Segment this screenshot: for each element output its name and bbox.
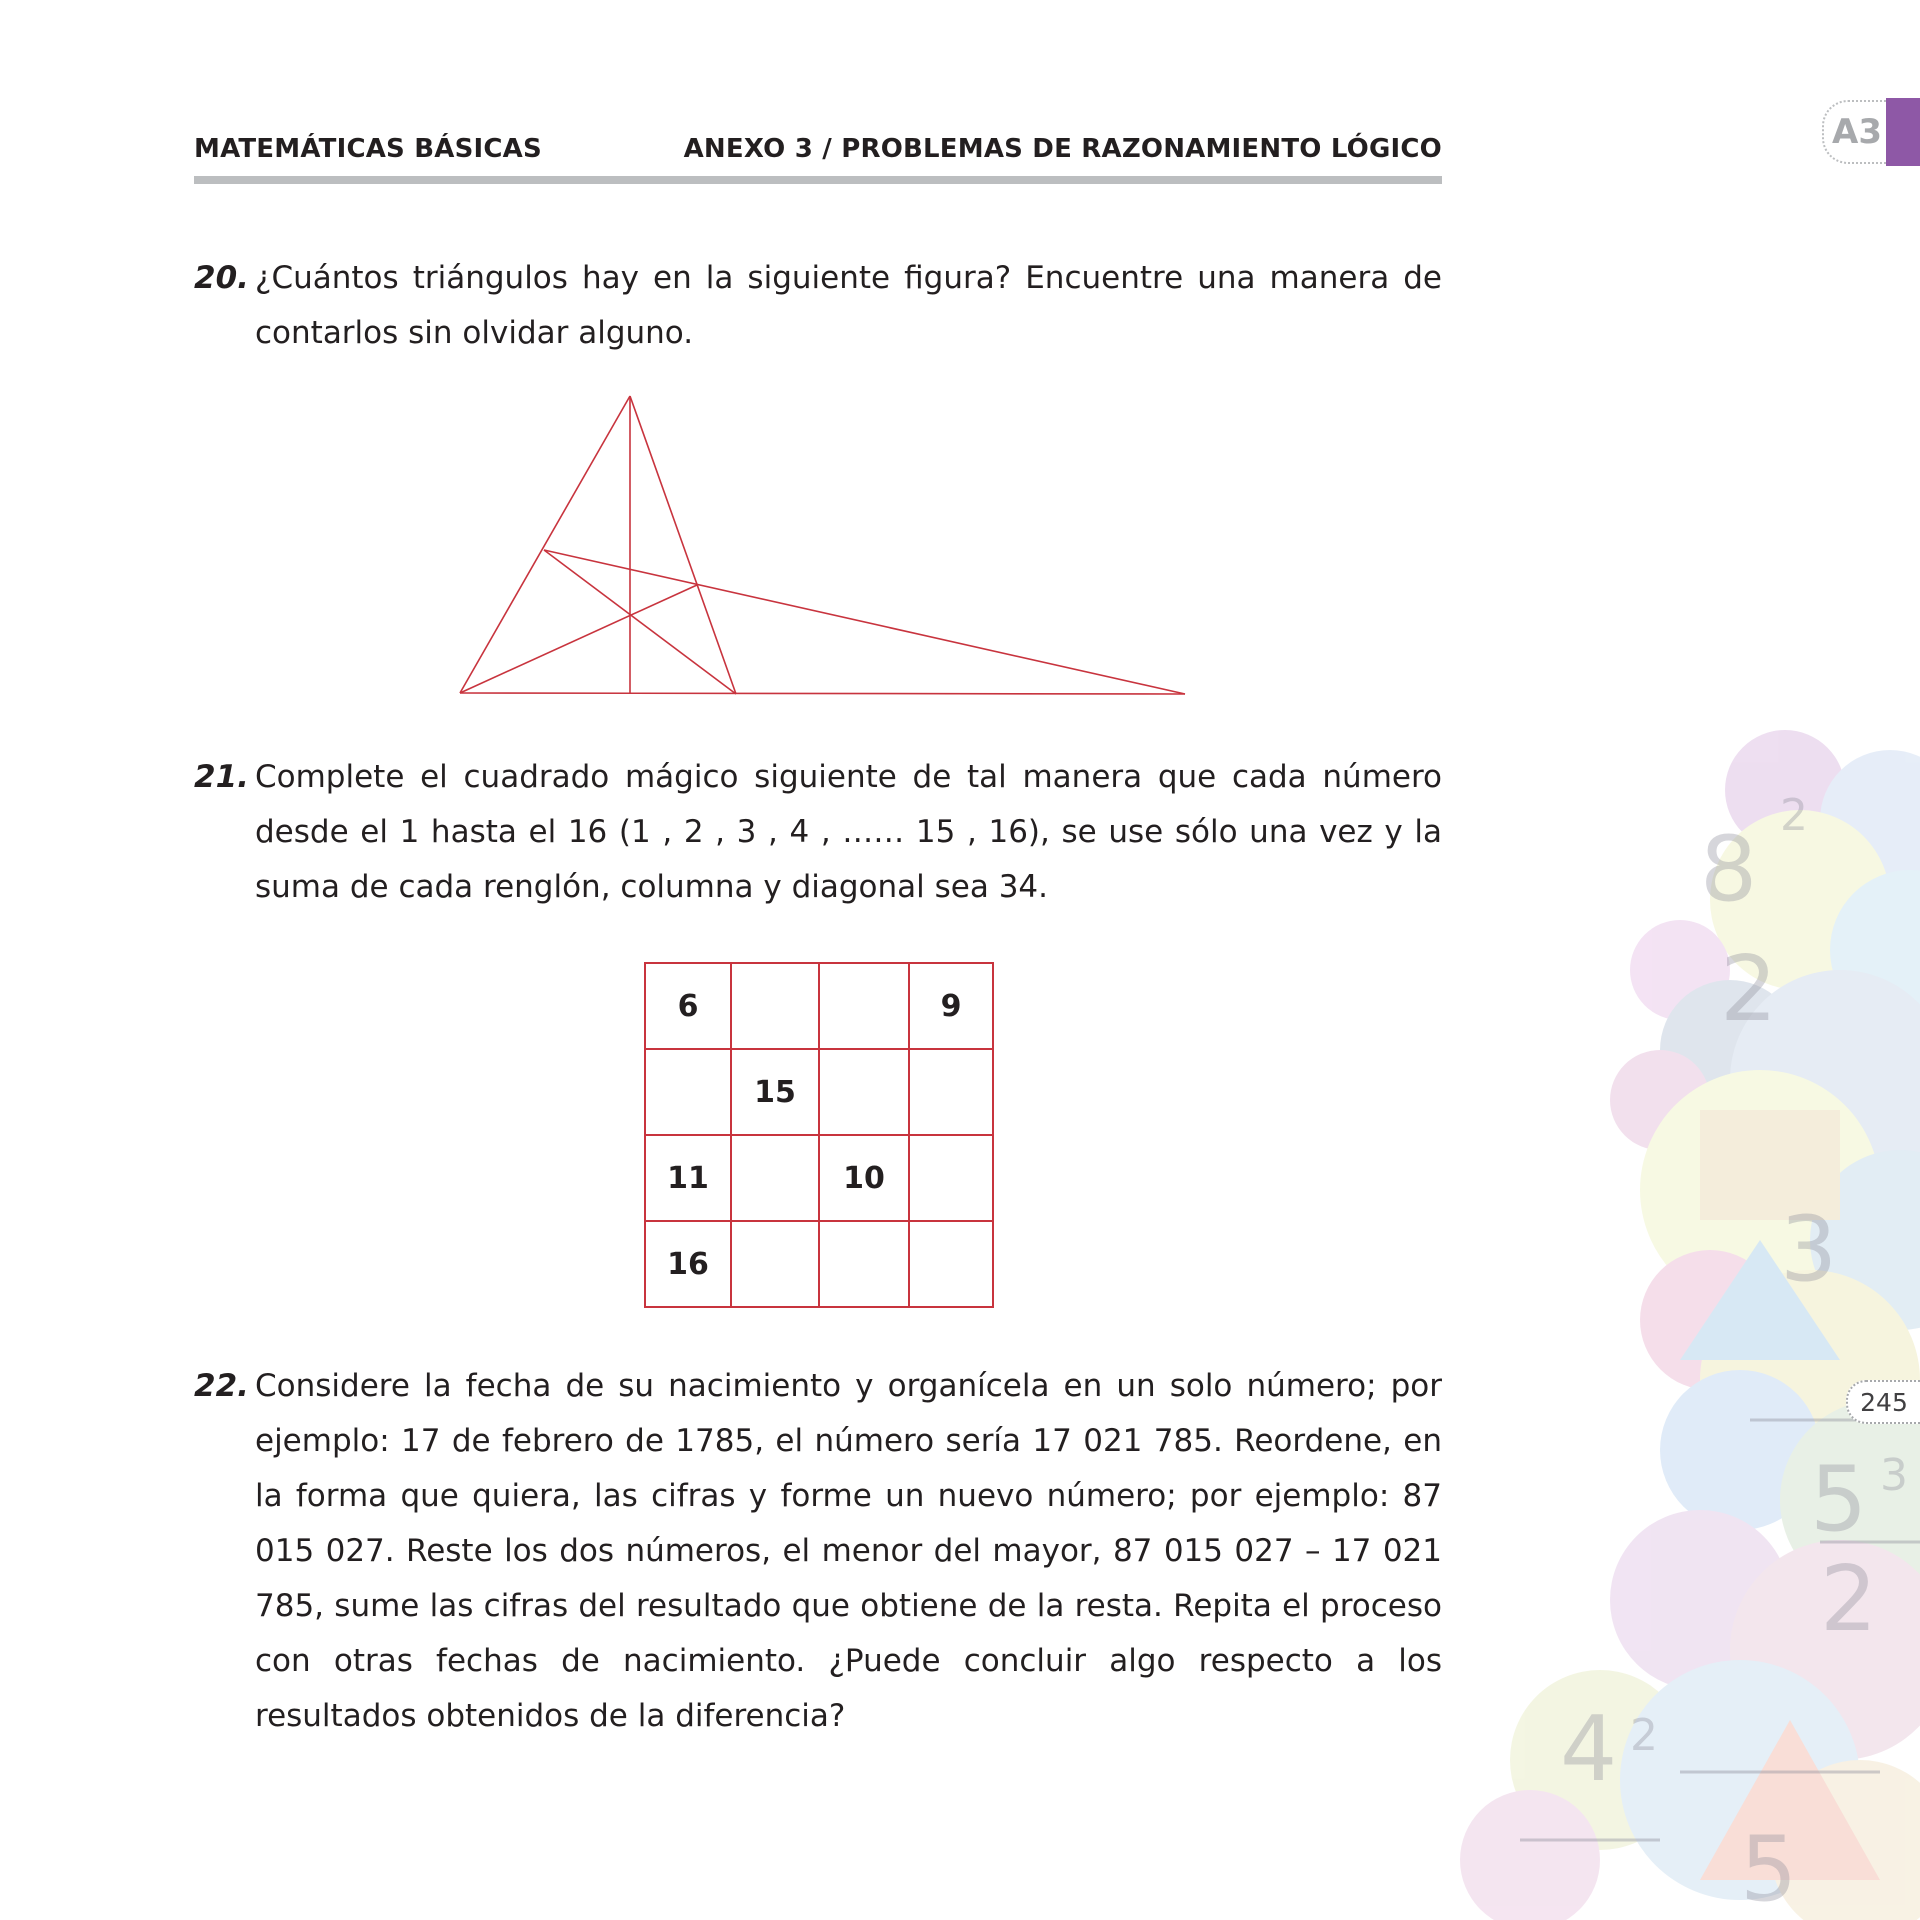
- chapter-color-bar: [1886, 98, 1920, 166]
- deco-digit: 2: [1720, 937, 1778, 1042]
- deco-digit: 8: [1700, 817, 1758, 922]
- deco-digit: 5: [1810, 1447, 1868, 1552]
- chapter-tab: A3: [1822, 100, 1890, 164]
- problem-text: Complete el cuadrado mágico siguiente de tal manera que cada número desde el 1 hasta el 16 (1 , 2 , 3 , 4 , …… 15 , 16), se use sólo una vez y la suma de cada renglón, columna y diagonal sea 34.: [255, 759, 1442, 905]
- deco-digit: 5: [1740, 1817, 1798, 1920]
- header-book-title: MATEMÁTICAS BÁSICAS: [194, 134, 542, 164]
- figure-line: [460, 693, 1185, 694]
- problem-number: 22.: [194, 1368, 249, 1404]
- magic-cell: [909, 1049, 993, 1135]
- magic-cell: [731, 1135, 819, 1221]
- magic-square: [644, 962, 994, 1308]
- problem-22: [194, 1359, 1442, 1744]
- deco-digit: 3: [1780, 1197, 1838, 1302]
- problem-text: Considere la fecha de su nacimiento y organícela en un solo número; por ejemplo: 17 de febrero de 1785, el número sería 17 021 785. Reordene, en la forma que quiera, las cifras y forme un nuevo número; por ejemplo: 87 015 027. Reste los dos números, el menor del mayor, 87 015 027 – 17 021 785, sume las cifras del resultado que obtiene de la resta. Repita el proceso con otras fechas de nacimiento. ¿Puede concluir algo respecto a los resultados obtenidos de la diferencia?: [255, 1368, 1442, 1734]
- magic-cell: [819, 963, 909, 1049]
- problem-20: [194, 251, 1442, 361]
- magic-cell: [819, 1221, 909, 1307]
- deco-exponent: 2: [1780, 790, 1808, 841]
- problem-number: 21.: [194, 759, 249, 795]
- problem-text: ¿Cuántos triángulos hay en la siguiente figura? Encuentre una manera de contarlos sin olvidar alguno.: [255, 260, 1442, 351]
- page-number: 245: [1846, 1380, 1920, 1424]
- magic-cell: [731, 1221, 819, 1307]
- header-divider: [194, 176, 1442, 184]
- magic-cell: [819, 1049, 909, 1135]
- deco-exponent: 2: [1630, 1710, 1658, 1761]
- triangles-figure: [450, 390, 1200, 700]
- magic-cell: 16: [645, 1221, 731, 1307]
- figure-line: [630, 396, 736, 694]
- decorative-bubbles: [1380, 720, 1920, 1920]
- magic-cell: [645, 1049, 731, 1135]
- deco-digit: 2: [1820, 1547, 1878, 1652]
- problem-21: [194, 750, 1442, 915]
- magic-cell: 10: [819, 1135, 909, 1221]
- deco-exponent: 3: [1880, 1450, 1908, 1501]
- deco-digit: 4: [1560, 1697, 1618, 1802]
- magic-cell: [909, 1221, 993, 1307]
- problem-number: 20.: [194, 260, 249, 296]
- magic-cell: [909, 1135, 993, 1221]
- magic-cell: 15: [731, 1049, 819, 1135]
- magic-cell: 9: [909, 963, 993, 1049]
- magic-cell: 11: [645, 1135, 731, 1221]
- magic-cell: [731, 963, 819, 1049]
- header-section-title: ANEXO 3 / PROBLEMAS DE RAZONAMIENTO LÓGICO: [683, 134, 1442, 164]
- figure-line: [460, 396, 630, 693]
- magic-cell: 6: [645, 963, 731, 1049]
